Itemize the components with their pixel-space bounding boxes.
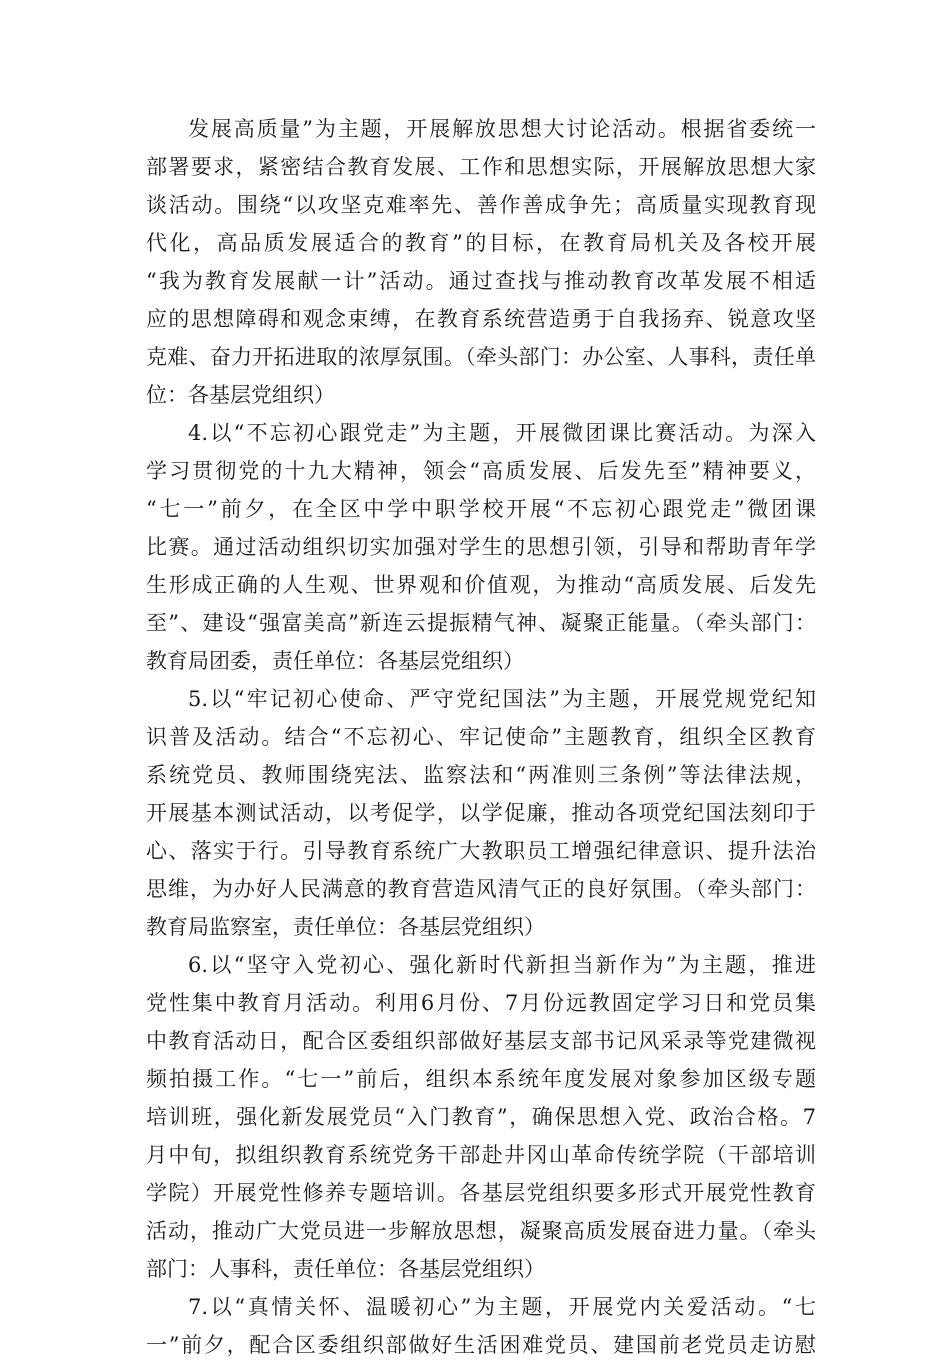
paragraph-line: 比赛。通过活动组织切实加强对学生的思想引领，引导和帮助青年学 [146,535,816,559]
paragraph-line: 部署要求，紧密结合教育发展、工作和思想实际，开展解放思想大家 [146,155,816,179]
paragraph-line: 一”前夕，配合区委组织部做好生活困难党员、建国前老党员走访慰 [146,1333,816,1357]
paragraph-line: 心、落实于行。引导教育系统广大教职员工增强纪律意识、提升法治 [146,839,816,863]
paragraph-line: 开展基本测试活动，以考促学，以学促廉，推动各项党纪国法刻印于 [146,801,816,825]
paragraph-line: 部门：人事科，责任单位：各基层党组织） [146,1257,545,1281]
paragraph-line: 学习贯彻党的十九大精神，领会“高质发展、后发先至”精神要义， [146,459,816,483]
paragraph-line: 克难、奋力开拓进取的浓厚氛围。（牵头部门：办公室、人事科，责任单 [146,345,816,369]
paragraph-line: 位：各基层党组织） [146,383,335,407]
paragraph-line: 月中旬，拟组织教育系统党务干部赴井冈山革命传统学院（干部培训 [146,1143,816,1167]
paragraph-line: 应的思想障碍和观念束缚，在教育系统营造勇于自我扬弃、锐意攻坚 [146,307,816,331]
paragraph-line: 活动，推动广大党员进一步解放思想，凝聚高质发展奋进力量。（牵头 [146,1219,816,1243]
paragraph-line: 识普及活动。结合“不忘初心、牢记使命”主题教育，组织全区教育 [146,725,816,749]
paragraph-line: 5.以“牢记初心使命、严守党纪国法”为主题，开展党规党纪知 [188,687,816,711]
paragraph-line: 中教育活动日，配合区委组织部做好基层支部书记风采录等党建微视 [146,1029,816,1053]
paragraph-line: “我为教育发展献一计”活动。通过查找与推动教育改革发展不相适 [146,269,816,293]
paragraph-line: 培训班，强化新发展党员“入门教育”，确保思想入党、政治合格。7 [146,1105,816,1129]
paragraph-line: “七一”前夕，在全区中学中职学校开展“不忘初心跟党走”微团课 [146,497,816,521]
paragraph-line: 谈活动。围绕“以攻坚克难率先、善作善成争先；高质量实现教育现 [146,193,816,217]
paragraph-line: 系统党员、教师围绕宪法、监察法和“两准则三条例”等法律法规， [146,763,816,787]
paragraph-line: 教育局团委，责任单位：各基层党组织） [146,649,524,673]
paragraph-line: 6.以“坚守入党初心、强化新时代新担当新作为”为主题，推进 [188,953,816,977]
paragraph-line: 生形成正确的人生观、世界观和价值观，为推动“高质发展、后发先 [146,573,816,597]
paragraph-line: 党性集中教育月活动。利用6月份、7月份远教固定学习日和党员集 [146,991,816,1015]
paragraph-line: 思维，为办好人民满意的教育营造风清气正的良好氛围。（牵头部门： [146,877,816,901]
paragraph-line: 发展高质量”为主题，开展解放思想大讨论活动。根据省委统一 [188,117,816,141]
paragraph-line: 4.以“不忘初心跟党走”为主题，开展微团课比赛活动。为深入 [188,421,816,445]
paragraph-line: 学院）开展党性修养专题培训。各基层党组织要多形式开展党性教育 [146,1181,816,1205]
paragraph-line: 教育局监察室，责任单位：各基层党组织） [146,915,545,939]
paragraph-line: 7.以“真情关怀、温暖初心”为主题，开展党内关爱活动。“七 [188,1295,816,1319]
paragraph-line: 代化，高品质发展适合的教育”的目标，在教育局机关及各校开展 [146,231,816,255]
paragraph-line: 频拍摄工作。“七一”前后，组织本系统年度发展对象参加区级专题 [146,1067,816,1091]
paragraph-line: 至”、建设“强富美高”新连云提振精气神、凝聚正能量。（牵头部门： [146,611,816,635]
